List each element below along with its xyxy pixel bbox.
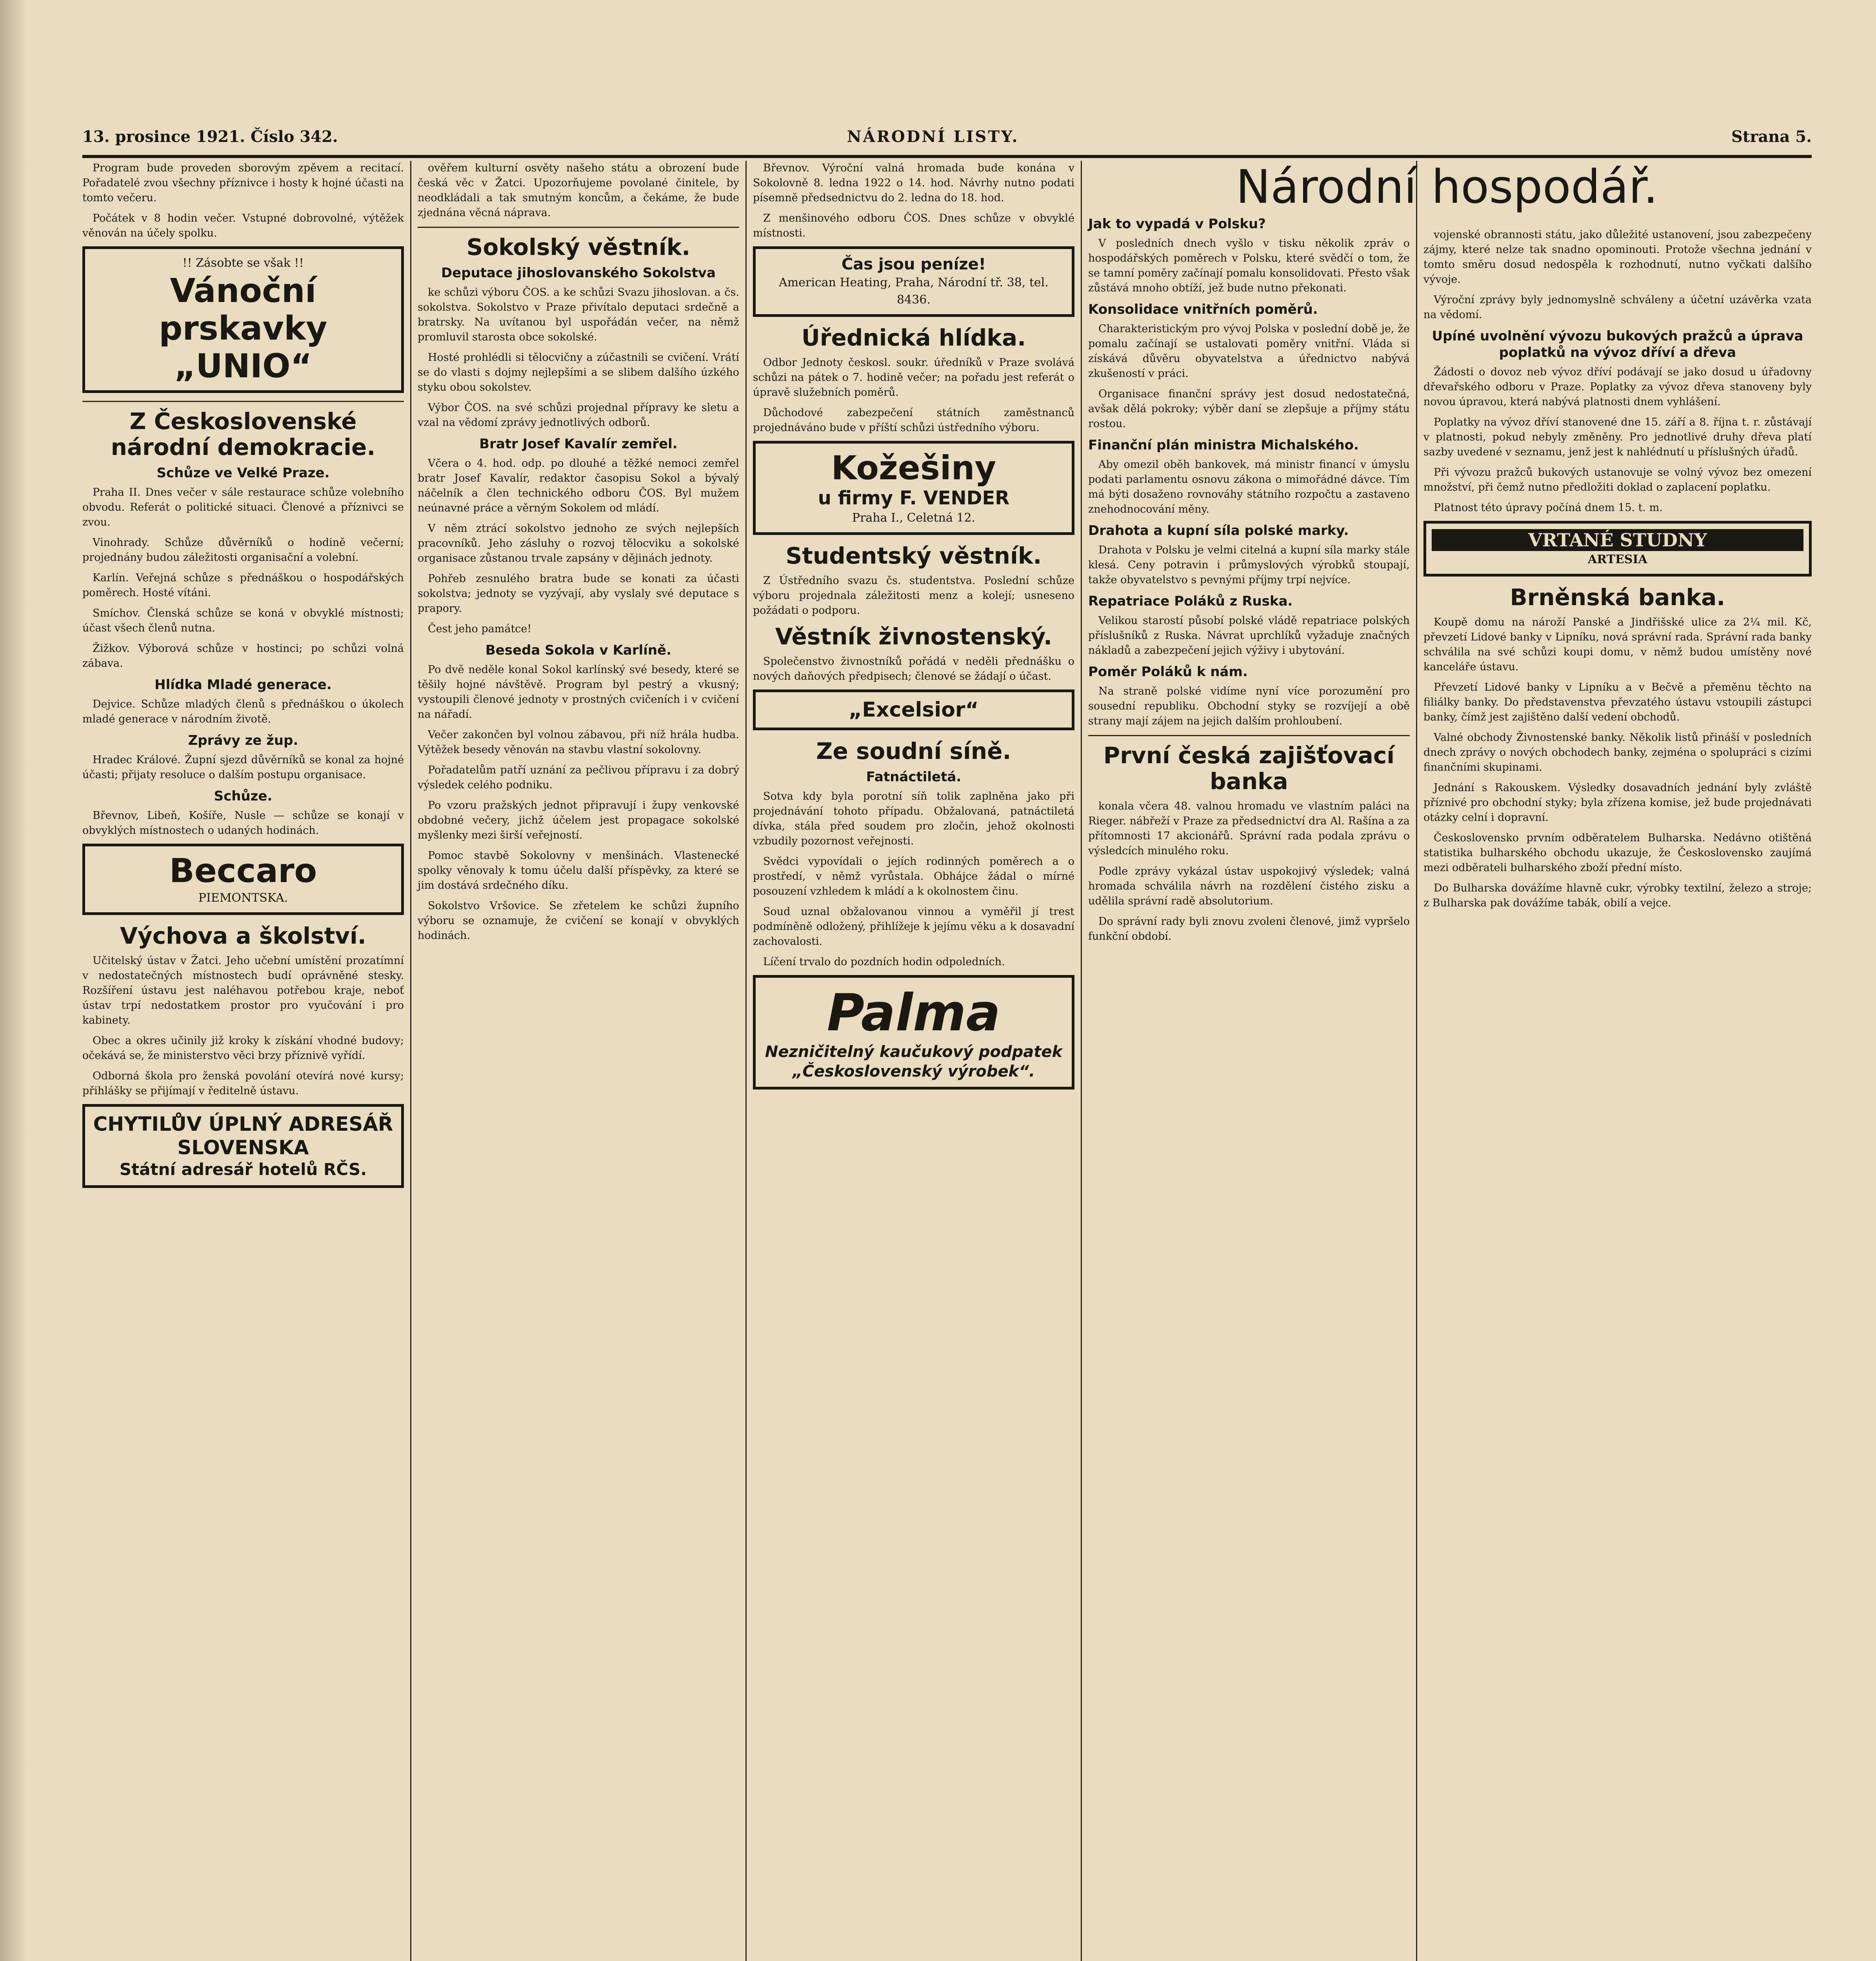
body-text: Hradec Králové. Župní sjezd důvěrníků se konal za hojné účasti; přijaty resoluce o dalším postupu organisace.	[82, 754, 404, 781]
ad-title: Čas jsou peníze!	[841, 255, 986, 273]
body-text: Břevnov, Libeň, Košíře, Nusle — schůze se konají v obvyklých místnostech o udaných hodinách.	[82, 810, 404, 837]
section-heading: Brněnská banka.	[1510, 584, 1725, 611]
section-heading: Věstník živnostenský.	[775, 623, 1053, 650]
masthead: NÁRODNÍ LISTY.	[847, 127, 1019, 146]
body-text: Platnost této úpravy počíná dnem 15. t. m.	[1434, 502, 1663, 514]
section-heading: První česká zajišťovací banka	[1103, 742, 1395, 795]
body-text: Program bude proveden sborovým zpěvem a recitací. Pořadatelé zvou všechny příznivce i hosty k hojné účasti na tomto večeru.	[82, 162, 404, 204]
body-text: Charakteristickým pro vývoj Polska v poslední době je, že pomalu začínají se ustalovati poměry vnitřní. Vláda si získává důvěru obyvatelstva a úřednictvo nabývá zkušeností v práci.	[1088, 323, 1410, 380]
body-text: Výroční zprávy byly jednomyslně schváleny a účetní uzávěrka vzata na vědomí.	[1423, 294, 1812, 321]
advertisement-vender	[753, 441, 1074, 535]
ad-firm: u firmy F. VENDER	[818, 487, 1010, 509]
issue-date: 13. prosince 1921. Číslo 342.	[82, 127, 338, 146]
ad-subtitle: Státní adresář hotelů RČS.	[119, 1160, 367, 1179]
advertisement-box	[753, 246, 1074, 317]
body-text: Drahota v Polsku je velmi citelná a kupní síla marky stále klesá. Ceny potravin i průmyslových výrobků stoupají, takže obyvatelstvo s pevnými příjmy trpí nejvíce.	[1088, 544, 1410, 586]
ad-address: Praha I., Celetná 12.	[852, 511, 976, 525]
body-text: Žádosti o dovoz neb vývoz dříví podávají se jako dosud u úřadovny dřevařského odboru v Praze. Poplatky za vývoz dřeva stanoveny byly novou úpravou, která nabývá platnosti dnem vyhlášení.	[1423, 366, 1812, 408]
article-subheading: Repatriace Poláků z Ruska.	[1088, 593, 1293, 609]
ad-title: Beccaro	[169, 851, 317, 890]
ad-title: „Excelsior“	[849, 698, 979, 722]
body-text: Po vzoru pražských jednot připravují i župy venkovské obdobné večery, jichž účelem jest propagace sokolské myšlenky mezi širší veřejností.	[418, 799, 739, 841]
body-text: Výbor ČOS. na své schůzi projednal přípravy ke sletu a vzal na vědomí zprávy jednotlivých odborů.	[418, 402, 739, 429]
body-text: V něm ztrácí sokolstvo jednoho ze svých nejlepších pracovníků. Jeho zásluhy o rozvoj tělocviku a sokolské organisace zůstanou trvale zapsány v dějinách jednoty.	[418, 522, 739, 564]
advertisement-excelsior	[753, 689, 1074, 730]
body-text: V posledních dnech vyšlo v tisku několik zpráv o hospodářských poměrech v Polsku, které svědčí o tom, že se tamní poměry začínají pomalu konsolidovati. Přesto však zůstává mnoho obtíží, jež bude nutno překonati.	[1088, 237, 1410, 294]
body-text: Aby omezil oběh bankovek, má ministr financí v úmyslu podati parlamentu osnovu zákona o mimořádné dávce. Tím má býti dosaženo rovnováhy státního rozpočtu a zastaveno znehodnocování měny.	[1088, 458, 1410, 515]
ad-title: VRTANÉ STUDNY	[1432, 529, 1803, 551]
article-subheading: Finanční plán ministra Michalského.	[1088, 437, 1359, 453]
body-text: Československo prvním odběratelem Bulharska. Nedávno otištěná statistika bulharského obchodu ukazuje, že Československo zaujímá mezi odběrateli bulharského zboží přední místo.	[1423, 832, 1812, 874]
section-heading: Sokolský věstník.	[466, 234, 691, 260]
body-text: Valné obchody Živnostenské banky. Několik listů přináší v posledních dnech zprávy o nových obchodech banky, zejména o spolupráci s cizími finančními skupinami.	[1423, 731, 1812, 773]
advertisement-beccaro	[82, 844, 404, 915]
advertisement-palma	[753, 975, 1074, 1090]
body-text: vojenské obrannosti státu, jako důležité ustanovení, jsou zabezpečeny zájmy, které nelze tak snadno opominouti. Protože všechna jednání v tomto směru dosud nedospěla k rozhodnutí, nutno vyčkati dalšího vývoje.	[1423, 229, 1812, 286]
body-text: ke schůzi výboru ČOS. a ke schůzi Svazu jihoslovan. a čs. sokolstva. Sokolstvo v Praze přivítalo deputaci srdečně a bratrsky. Na uvítanou byl uspořádán večer, na němž promluvil starosta obce sokolské.	[418, 286, 739, 343]
body-text: Počátek v 8 hodin večer. Vstupné dobrovolné, výtěžek věnován na účely spolku.	[82, 212, 404, 239]
article-subheading: Poměr Poláků k nám.	[1088, 664, 1248, 680]
subheading: Deputace jihoslovanského Sokolstva	[441, 265, 716, 281]
body-text: Obec a okres učinily již kroky k získání vhodné budovy; očekává se, že ministerstvo věci brzy příznivě vyřídí.	[82, 1035, 404, 1062]
column-1	[82, 161, 404, 1961]
body-text: Dejvice. Schůze mladých členů s přednáškou o úkolech mladé generace v národním životě.	[82, 698, 404, 725]
subheading: Bratr Josef Kavalír zemřel.	[479, 436, 678, 452]
page-number: Strana 5.	[1731, 127, 1812, 146]
column-2	[418, 161, 739, 1961]
ad-line: „Československý výrobek“.	[792, 1062, 1035, 1081]
ad-title: Kožešiny	[831, 449, 996, 487]
section-title: Národní hospodář.	[1236, 160, 1658, 214]
advertisement-adresar	[82, 1104, 404, 1188]
section-heading: Ze soudní síně.	[816, 738, 1011, 764]
column-rule	[1081, 161, 1082, 1961]
body-text: Podle zprávy vykázal ústav uspokojivý výsledek; valná hromada schválila návrh na rozdělení čistého zisku a udělila správní radě absolutorium.	[1088, 865, 1410, 907]
body-text: Žižkov. Výborová schůze v hostinci; po schůzi volná zábava.	[82, 642, 404, 669]
body-text: Břevnov. Výroční valná hromada bude konána v Sokolovně 8. ledna 1922 o 14. hod. Návrhy nutno podati písemně předsednictvu do 2. ledna do 18. hod.	[753, 162, 1074, 204]
advertisement-unio	[82, 246, 404, 393]
subheading: Schůze.	[214, 788, 273, 804]
column-rule	[1416, 161, 1417, 1961]
article-subheading: Konsolidace vnitřních poměrů.	[1088, 302, 1318, 317]
body-text: Společenstvo živnostníků pořádá v neděli přednášku o nových daňových předpisech; členové se žádají o účast.	[753, 655, 1074, 682]
body-text: Sokolstvo Vršovice. Se zřetelem ke schůzi župního výboru se oznamuje, že cvičení se konají v obvyklých hodinách.	[418, 900, 739, 942]
body-text: Pořadatelům patří uznání za pečlivou přípravu i za dobrý výsledek celého podniku.	[418, 764, 739, 791]
section-heading: Z Československé národní demokracie.	[111, 408, 376, 460]
body-text: Hosté prohlédli si tělocvičny a zúčastnili se cvičení. Vrátí se do vlasti s dojmy nejlepšími a se slibem dalšího úzkého styku obou sokolstev.	[418, 351, 739, 393]
body-text: Pomoc stavbě Sokolovny v menšinách. Vlastenecké spolky věnovaly k tomu účelu další příspěvky, za které se jim dostává srdečného díku.	[418, 850, 739, 891]
body-text: Na straně polské vidíme nyní více porozumění pro sousední republiku. Obchodní styky se rozvíjejí a obě strany mají zájem na jejich dalším prohloubení.	[1088, 685, 1410, 727]
body-text: Líčení trvalo do pozdních hodin odpoledních.	[763, 956, 1005, 968]
body-text: Odborná škola pro ženská povolání otevírá nové kursy; přihlášky se přijímají v ředitelně ústavu.	[82, 1070, 404, 1097]
subheading: Beseda Sokola v Karlíně.	[485, 642, 672, 658]
body-text: Soud uznal obžalovanou vinnou a vyměřil jí trest podmíněně odložený, přihlížeje k jejímu věku a k dosavadní zachovalosti.	[753, 906, 1074, 948]
article-heading: Upíné uvolnění vývozu bukových pražců a úprava poplatků na vývoz dříví a dřeva	[1432, 328, 1803, 360]
section-heading: Výchova a školství.	[120, 922, 366, 949]
body-text: Převzetí Lidové banky v Lipníku a v Bečvě a přeměnu těchto na filiálky banky. Do představenstva převzatého ústavu vstoupili zástupci banky, čímž jest zajištěno další vedení obchodů.	[1423, 681, 1812, 723]
body-text: Odbor Jednoty českosl. soukr. úředníků v Praze svolává schůzi na pátek o 7. hodině večer; na pořadu jest referát o úpravě služebních poměrů.	[753, 357, 1074, 398]
page-header	[82, 127, 1812, 158]
section-heading: Úřednická hlídka.	[801, 324, 1026, 351]
subheading: Fatnáctiletá.	[866, 769, 962, 785]
column-5	[1423, 161, 1812, 1961]
ad-tagline: !! Zásobte se však !!	[182, 256, 304, 270]
body-text: Učitelský ústav v Žatci. Jeho učební umístění prozatímní v nedostatečných místnostech budí oprávněné stesky. Rozšíření ústavu jest naléhavou potřebou kraje, neboť ústav trpí nedostatkem prostor pro vyučování i pro kabinety.	[82, 955, 404, 1026]
ad-firm: ARTESIA	[1588, 553, 1647, 566]
body-text: Z menšinového odboru ČOS. Dnes schůze v obvyklé místnosti.	[753, 212, 1074, 239]
ad-title: Palma	[827, 983, 1001, 1042]
body-text: ověřem kulturní osvěty našeho státu a obrození bude česká věc v Žatci. Upozorňujeme povolané činitele, by neodkládali a tak smutným koncům, a čekáme, že bude zjednána věcná náprava.	[418, 162, 739, 219]
advertisement-studny	[1423, 521, 1812, 577]
body-text: Pohřeb zesnulého bratra bude se konati za účasti sokolstva; jednoty se vyzývají, aby vyslaly své deputace s prapory.	[418, 573, 739, 615]
body-text: Po dvě neděle konal Sokol karlínský své besedy, které se těšily hojné návštěvě. Program byl pestrý a vkusný; vystoupili členové jednoty v prostných cvičeních i v cvičení na nářadí.	[418, 664, 739, 720]
page-fold-shadow	[0, 0, 27, 1961]
column-rule	[410, 161, 411, 1961]
section-heading: Studentský věstník.	[785, 542, 1042, 569]
body-text: Vinohrady. Schůze důvěrníků o hodině večerní; projednány budou záležitosti organisační a volební.	[82, 537, 404, 564]
ad-title: Vánoční prskavky „UNIO“	[159, 271, 327, 385]
body-text: Z Ústředního svazu čs. studentstva. Poslední schůze výboru projednala záležitosti menz a kolejí; usneseno požádati o podporu.	[753, 575, 1074, 617]
ad-address: American Heating, Praha, Národní tř. 38, tel. 8436.	[779, 276, 1049, 307]
body-text: Včera o 4. hod. odp. po dlouhé a těžké nemoci zemřel bratr Josef Kavalír, redaktor časopisu Sokol a bývalý náčelník a člen technického odboru ČOS. Byl mužem neúnavné práce a věrným Sokolem od mládí.	[418, 457, 739, 514]
column-3	[753, 161, 1074, 1961]
ad-subtitle: Nezničitelný kaučukový podpatek	[765, 1043, 1063, 1061]
column-rule	[745, 161, 747, 1961]
subheading: Schůze ve Velké Praze.	[156, 465, 330, 481]
body-text: konala včera 48. valnou hromadu ve vlastním paláci na Rieger. nábřeží v Praze za předsednictví dra Al. Rašína a za přítomnosti 17 akcionářů. Správní rada podala zprávu o výsledcích minulého roku.	[1088, 800, 1410, 857]
body-text: Poplatky na vývoz dříví stanovené dne 15. září a 8. října t. r. zůstávají v platnosti, pokud nebyly změněny. Pro jednotlivé druhy dřeva platí sazby uvedené v seznamu, jenž jest k nahlédnutí u příslušných úřadů.	[1423, 416, 1812, 458]
body-text: Praha II. Dnes večer v sále restaurace schůze volebního obvodu. Referát o politické situaci. Členové a příznivci se zvou.	[82, 486, 404, 528]
body-text: Koupě domu na nároží Panské a Jindřišské ulice za 2¼ mil. Kč, převzetí Lidové banky v Lipníku, nová správní rada. Správní rada banky schválila na své schůzi koupi domu, v němž budou umístěny nové kanceláře ústavu.	[1423, 616, 1812, 673]
body-text: Při vývozu pražců bukových ustanovuje se volný vývoz bez omezení množství, při čemž nutno předložiti doklad o zaplacení poplatku.	[1423, 466, 1812, 493]
subheading: Zprávy ze žup.	[188, 733, 298, 748]
body-text: Velikou starostí působí polské vládě repatriace polských příslušníků z Ruska. Návrat uprchlíků vyžaduje značných nákladů a zabezpečení jejich výživy i ubytování.	[1088, 615, 1410, 657]
body-text: Organisace finanční správy jest dosud nedostatečná, avšak dělá pokroky; výběr daní se zlepšuje a příjmy státu rostou.	[1088, 388, 1410, 430]
body-text: Večer zakončen byl volnou zábavou, při níž hrála hudba. Výtěžek besedy věnován na stavbu vlastní sokolovny.	[418, 729, 739, 756]
body-text: Karlín. Veřejná schůze s přednáškou o hospodářských poměrech. Hosté vítáni.	[82, 572, 404, 599]
body-text: Svědci vypovídali o jejích rodinných poměrech a o prostředí, v němž vyrůstala. Obhájce žádal o mírné posouzení vzhledem k mládí a k okolnostem činu.	[753, 855, 1074, 897]
body-text: Smíchov. Členská schůze se koná v obvyklé místnosti; účast všech členů nutna.	[82, 607, 404, 634]
subheading: Hlídka Mladé generace.	[155, 677, 332, 693]
ad-subtitle: PIEMONTSKA.	[198, 891, 288, 905]
body-text: Do Bulharska dovážíme hlavně cukr, výrobky textilní, železo a stroje; z Bulharska pak dovážíme tabák, obilí a vejce.	[1423, 882, 1812, 909]
body-text: Do správní rady byli znovu zvoleni členové, jimž vypršelo funkční období.	[1088, 915, 1410, 942]
body-text: Čest jeho památce!	[428, 623, 532, 635]
body-text: Jednání s Rakouskem. Výsledky dosavadních jednání byly zvláště příznivé pro obchodní styky; byla zřízena komise, jež bude projednávati otázky celní i dopravní.	[1423, 782, 1812, 824]
article-subheading: Drahota a kupní síla polské marky.	[1088, 523, 1349, 538]
article-heading: Jak to vypadá v Polsku?	[1088, 216, 1266, 232]
body-text: Sotva kdy byla porotní síň tolik zaplněna jako při projednávání tohoto případu. Obžalovaná, patnáctiletá dívka, stála před soudem pro zločin, jehož okolnosti vzbudily pozornost veřejnosti.	[753, 790, 1074, 847]
body-text: Důchodové zabezpečení státních zaměstnanců projednáváno bude v příští schůzi ústředního výboru.	[753, 407, 1074, 434]
ad-title: CHYTILŮV ÚPLNÝ ADRESÁŘ SLOVENSKA	[93, 1113, 393, 1159]
